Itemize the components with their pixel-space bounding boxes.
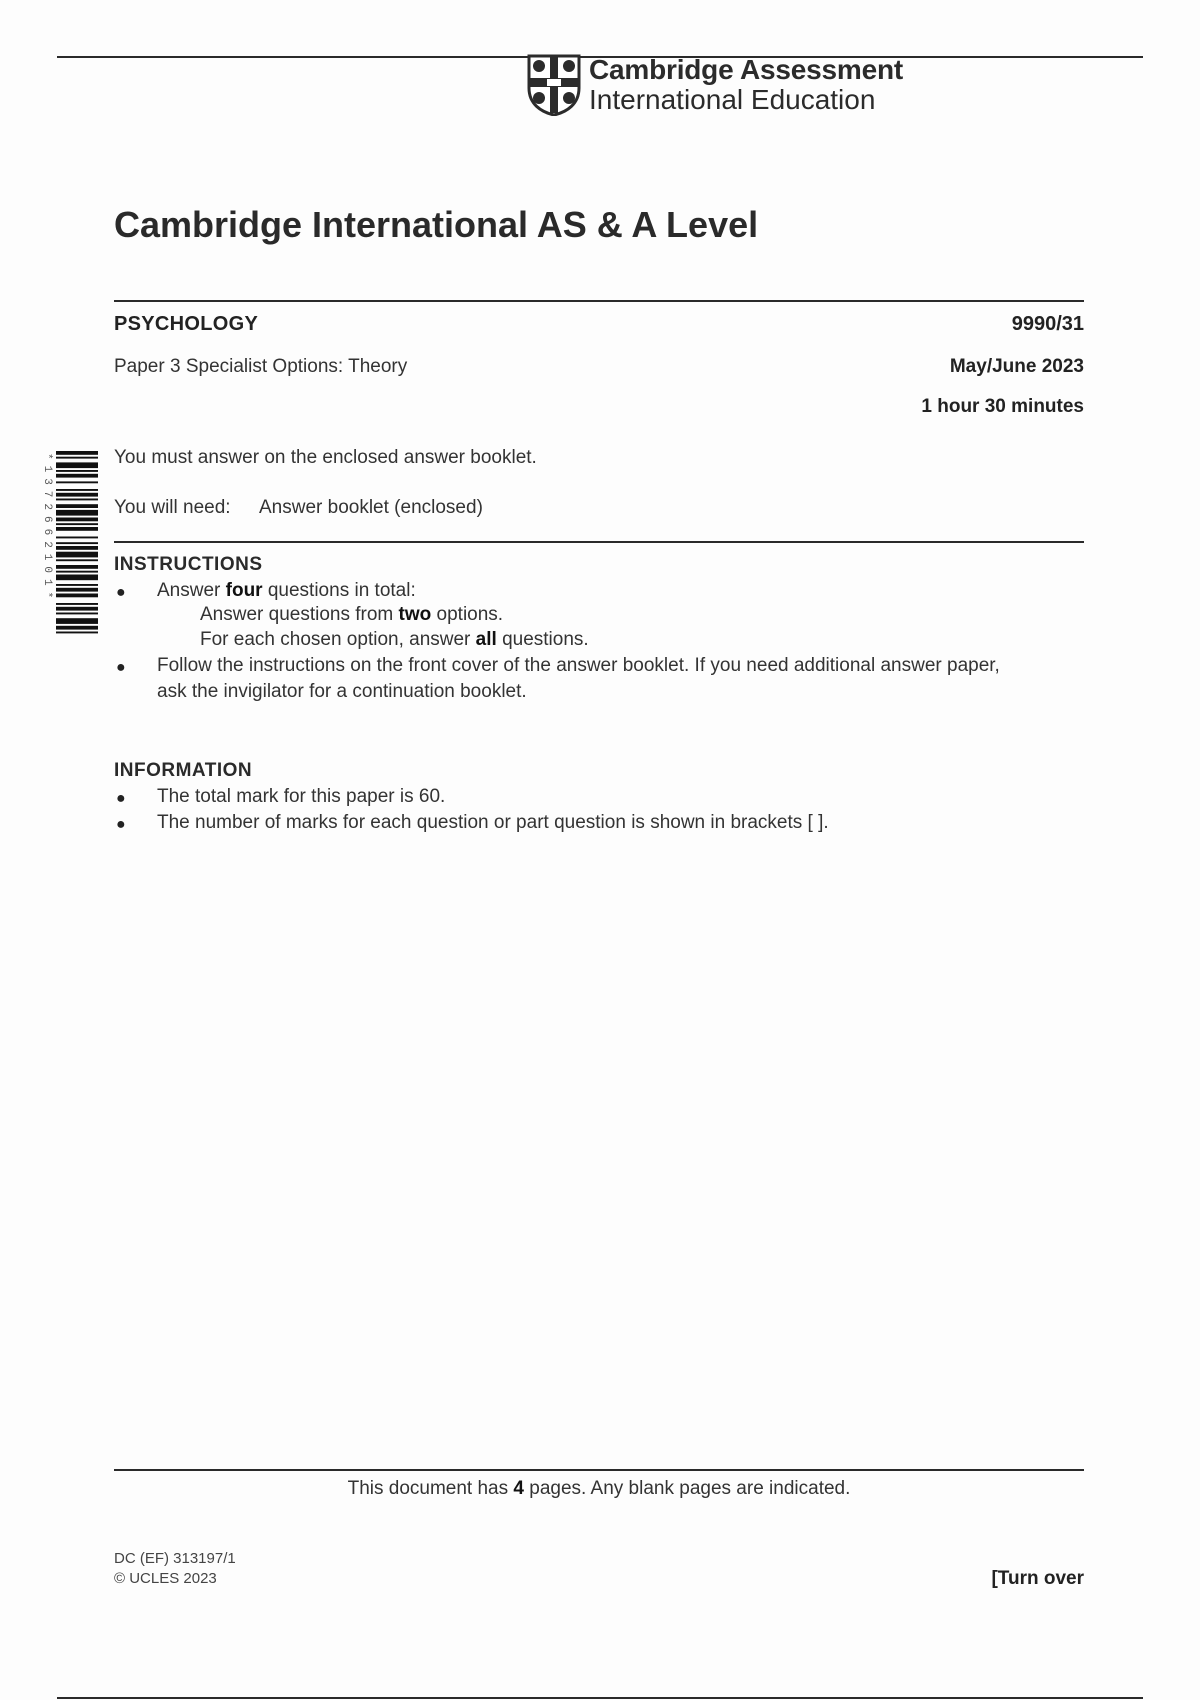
information-item-2: The number of marks for each question or part question is shown in brackets [ ]. <box>157 812 829 833</box>
barcode-bar <box>56 499 98 501</box>
page-count-note: This document has 4 pages. Any blank pages are indicated. <box>347 1478 851 1499</box>
exam-duration: 1 hour 30 minutes <box>921 396 1084 417</box>
bullet: ● <box>116 790 126 807</box>
barcode-bar <box>56 489 98 491</box>
barcode-bar <box>56 470 98 472</box>
barcode-bar <box>56 588 98 592</box>
barcode-bar <box>56 575 98 581</box>
bullet: ● <box>116 816 126 833</box>
footer-rule <box>114 1469 1084 1471</box>
header-rule <box>114 300 1084 302</box>
barcode-bar <box>56 603 98 605</box>
barcode-bar <box>56 510 98 516</box>
barcode-bar <box>56 626 98 630</box>
barcode-bar <box>56 523 98 525</box>
cambridge-logo <box>527 54 903 116</box>
logo-line-1: Cambridge Assessment <box>589 54 903 85</box>
you-will-need-value: Answer booklet (enclosed) <box>259 497 483 518</box>
instructions-heading: INSTRUCTIONS <box>114 554 263 575</box>
barcode-bar <box>56 504 98 508</box>
barcode-bar <box>56 537 98 539</box>
barcode-bar <box>56 542 98 544</box>
barcode-bar <box>56 474 98 478</box>
barcode-bar <box>56 527 98 531</box>
barcode-bar <box>56 613 98 615</box>
information-heading: INFORMATION <box>114 760 253 781</box>
barcode-bar <box>56 552 98 558</box>
barcode-bar <box>56 481 98 483</box>
barcode-bar <box>56 594 98 598</box>
instruction-item-1: Answer four questions in total: <box>157 580 416 601</box>
exam-session: May/June 2023 <box>949 356 1084 377</box>
bottom-rule <box>57 1697 1143 1699</box>
instruction-sub-2: For each chosen option, answer all questions. <box>200 629 589 650</box>
barcode-bar <box>56 451 98 455</box>
barcode-text: *1372662101* <box>41 453 53 605</box>
barcode-bar <box>56 462 98 468</box>
barcode-bar <box>56 565 98 569</box>
qualification-title: Cambridge International AS & A Level <box>114 204 759 245</box>
barcode-bar <box>56 571 98 573</box>
turn-over-label: [Turn over <box>991 1568 1084 1589</box>
document-code: DC (EF) 313197/1 <box>114 1550 236 1567</box>
barcode-bar <box>56 632 98 634</box>
barcode-bar <box>56 607 98 611</box>
barcode-bar <box>56 457 98 459</box>
instruction-item-2: Follow the instructions on the front cover of the answer booklet. If you need additional answer paper, ask the invigilator for a continuation booklet. <box>157 655 1000 702</box>
barcode-bar <box>56 546 98 550</box>
barcode-bar <box>56 559 98 561</box>
answer-instruction: You must answer on the enclosed answer booklet. <box>114 447 537 468</box>
barcode-bar <box>56 493 98 497</box>
paper-title: Paper 3 Specialist Options: Theory <box>114 356 408 377</box>
barcode <box>40 449 100 683</box>
information-item-1: The total mark for this paper is 60. <box>157 786 446 807</box>
instruction-sub-1: Answer questions from two options. <box>200 604 504 625</box>
cambridge-shield-crest-icon <box>527 54 581 116</box>
bullet: ● <box>116 584 126 601</box>
copyright: © UCLES 2023 <box>114 1570 217 1587</box>
logo-line-2: International Education <box>589 84 876 115</box>
bullet: ● <box>116 659 126 676</box>
instructions-rule <box>114 541 1084 543</box>
barcode-bar <box>56 618 98 624</box>
barcode-bar <box>56 518 98 522</box>
you-will-need-label: You will need: <box>114 497 231 518</box>
barcode-bar <box>56 584 98 586</box>
syllabus-code: 9990/31 <box>1011 313 1084 335</box>
subject-name: PSYCHOLOGY <box>114 313 259 335</box>
